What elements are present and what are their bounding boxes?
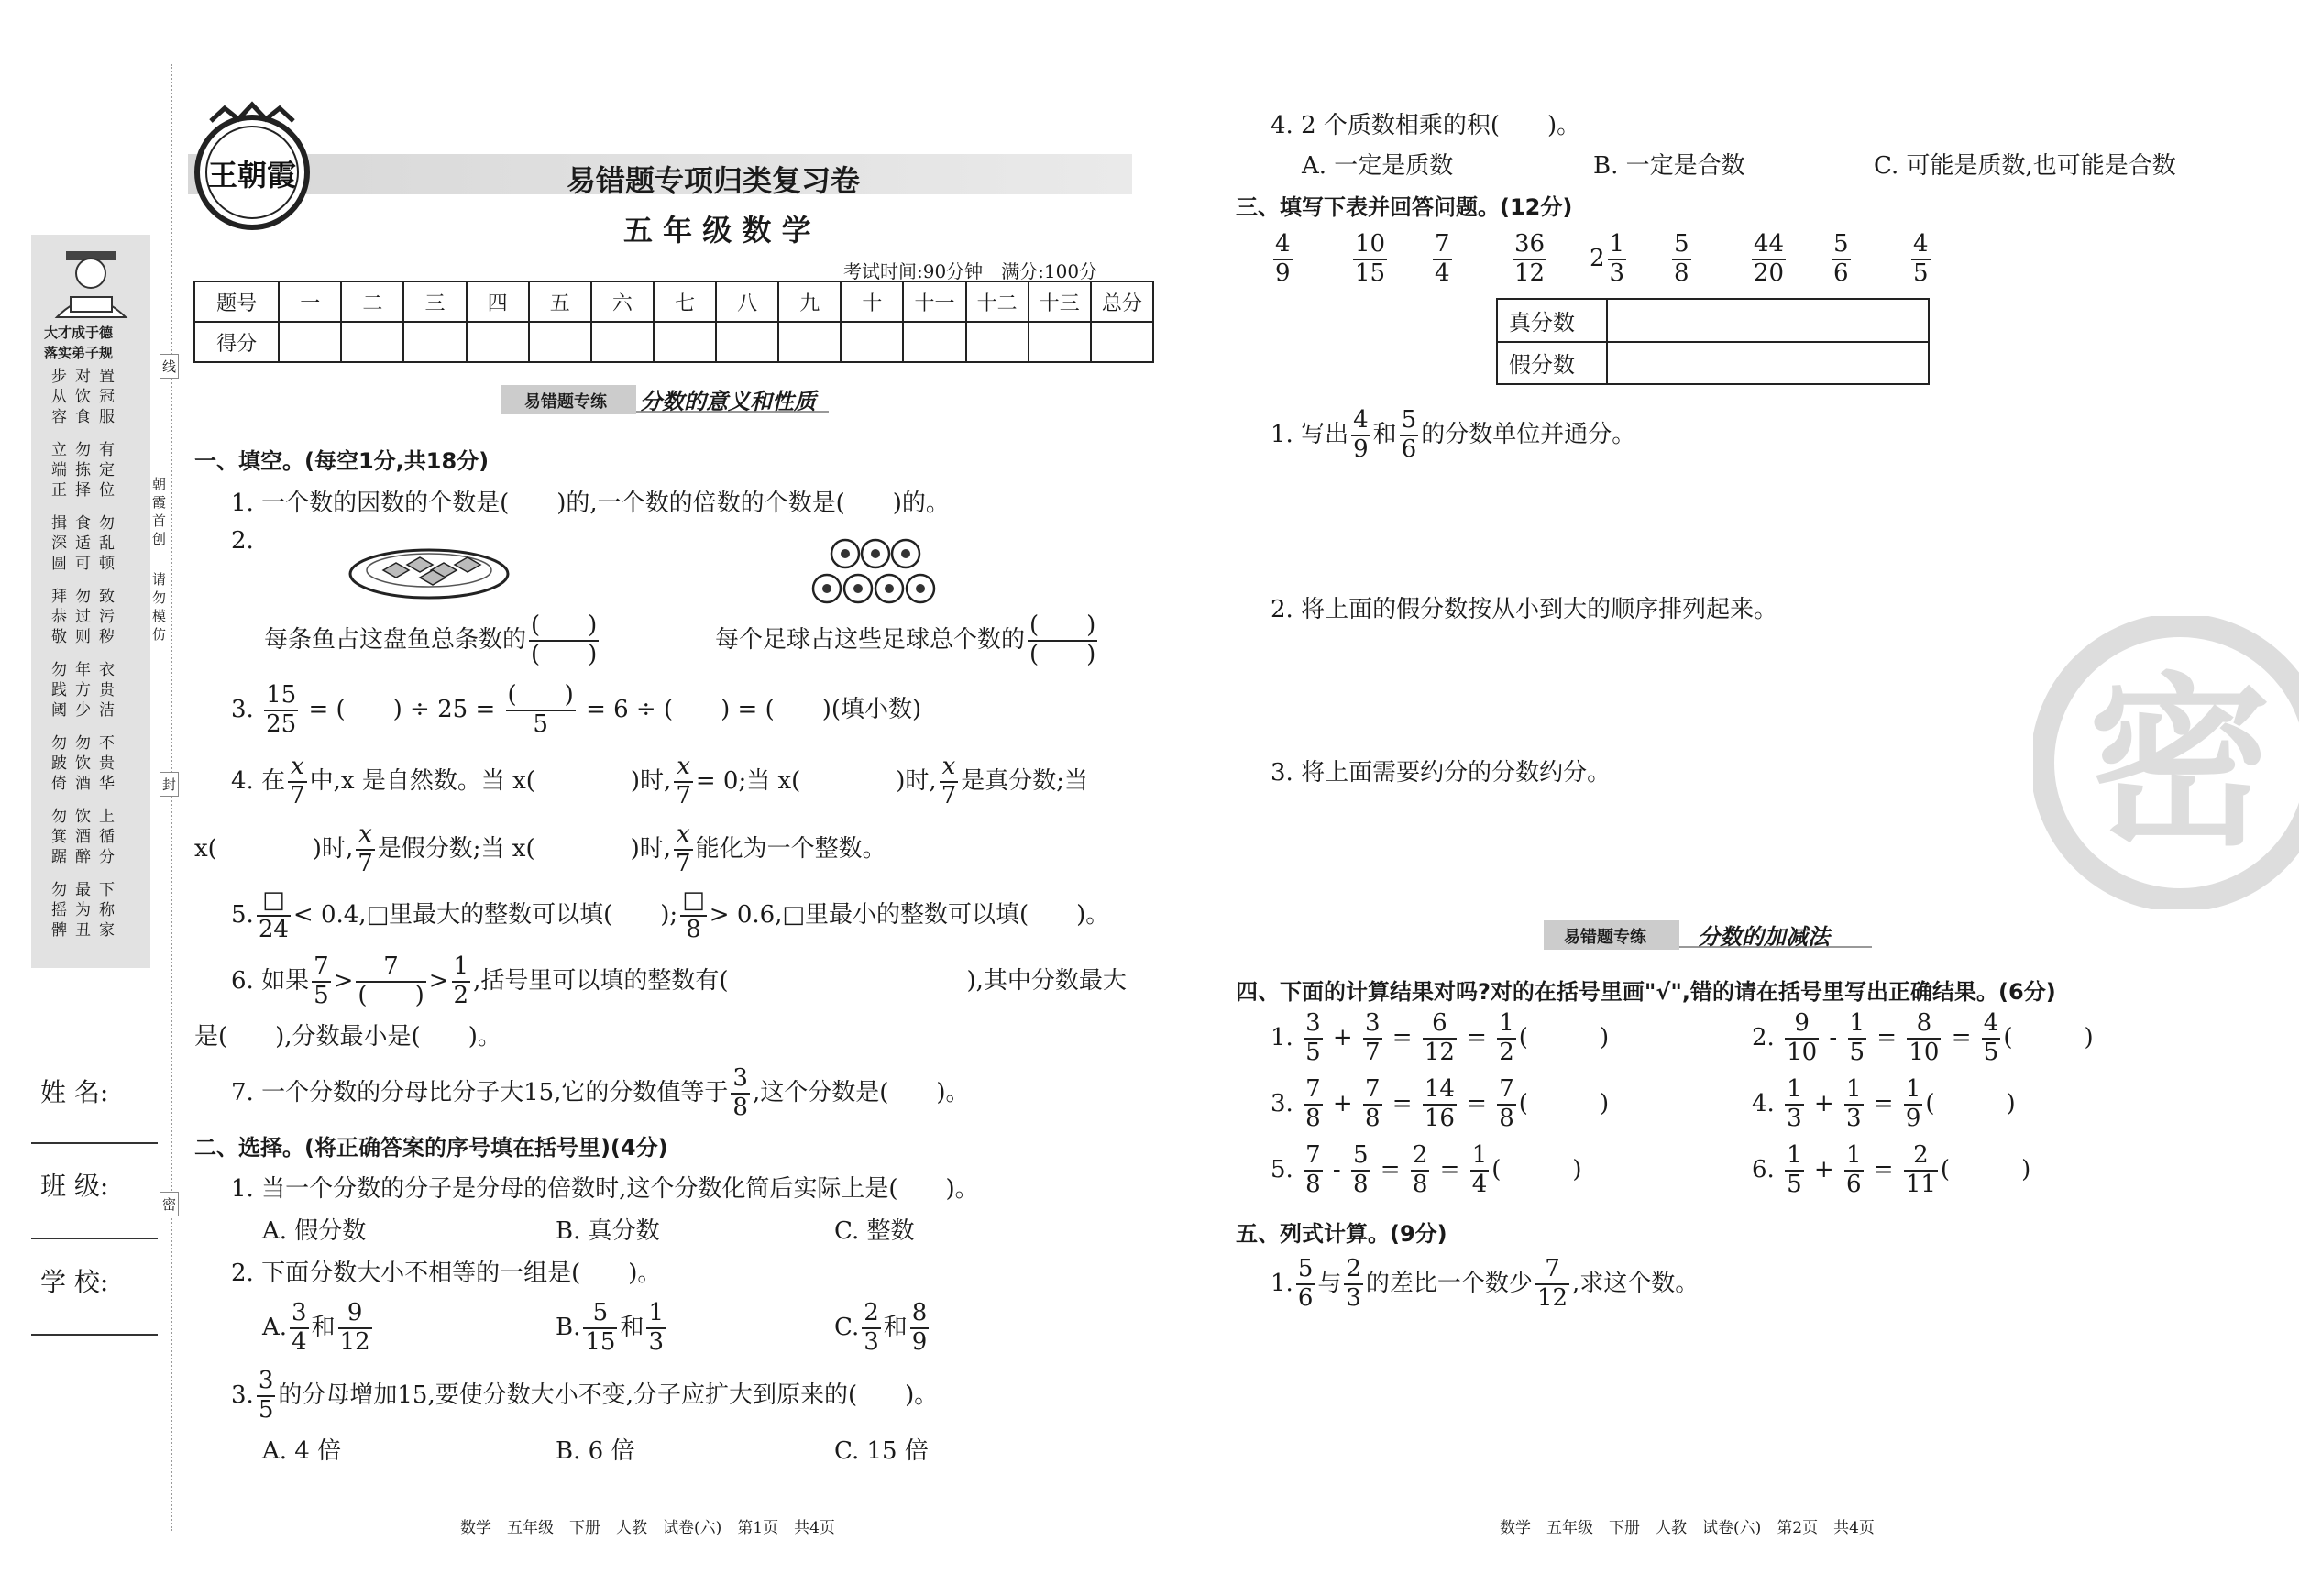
equals: = bbox=[1869, 1023, 1905, 1051]
fraction: $\frac{4}{9}$ bbox=[1275, 230, 1291, 287]
equals: = bbox=[1865, 1155, 1901, 1183]
score-cell[interactable] bbox=[591, 322, 654, 362]
sidebar-verse-text: 揖深圆 bbox=[51, 514, 67, 573]
vertical-note-1: 朝霞首创 bbox=[152, 476, 167, 547]
soccer-balls-icon bbox=[807, 537, 944, 607]
q3-classify-table bbox=[1496, 298, 1930, 385]
question-number-cell: 一 bbox=[279, 281, 341, 322]
sidebar-verse-text: 衣贵洁 bbox=[99, 661, 115, 720]
q1-item6-row2: 是( ),分数最小是( )。 bbox=[194, 1023, 501, 1051]
footer-right: 数学 五年级 下册 人教 试卷(六) 第2页 共4页 bbox=[1500, 1519, 1875, 1537]
binding-line bbox=[171, 64, 172, 1531]
name-field-line[interactable] bbox=[31, 1142, 158, 1144]
operator: + bbox=[1806, 1155, 1842, 1183]
secret-watermark-seal bbox=[2033, 616, 2299, 909]
item-number: 6. bbox=[1752, 1155, 1783, 1183]
q1-item6-row1: 6. 如果 $\frac{7}{5}$ > $\frac{7}{( )}$ > $\frac{1}{2}$ ,括号里可以填的整数有( ),其中分数最大 bbox=[231, 952, 1127, 1009]
school-field-line[interactable] bbox=[31, 1334, 158, 1336]
fraction: $\frac{7}{8}$ bbox=[1305, 1075, 1321, 1132]
section-title-b: 分数的加减法 bbox=[1698, 923, 1830, 950]
sidebar-verse-text: 勿拣择 bbox=[75, 441, 91, 500]
question-number-cell: 三 bbox=[403, 281, 466, 322]
fraction: $\frac{3}{5}$ bbox=[1305, 1009, 1321, 1066]
sidebar-verse-text: 勿饮酒 bbox=[75, 734, 91, 793]
q3-fraction-list bbox=[1271, 231, 1958, 286]
score-cell[interactable] bbox=[654, 322, 716, 362]
q1-item4-row2: x( )时, $\frac{x}{7}$ 是假分数;当 x( )时, $\frac{x}{7}$ 能化为一个整数。 bbox=[194, 820, 886, 877]
equals: = bbox=[1372, 1155, 1408, 1183]
sidebar-verse-text: 勿过则 bbox=[75, 588, 91, 646]
section-title-a: 分数的意义和性质 bbox=[640, 388, 816, 414]
fraction: $\frac{2}{8}$ bbox=[1412, 1141, 1428, 1198]
fraction: $\frac{7}{8}$ bbox=[1499, 1075, 1514, 1132]
q1-item4-row1: 4. 在 $\frac{x}{7}$ 中,x 是自然数。当 x( )时, $\frac{x}{7}$ = 0;当 x( )时, $\frac{x}{7}$ 是真分数;当 bbox=[231, 753, 1089, 809]
q2-item1-opt-c[interactable]: C. 整数 bbox=[834, 1217, 915, 1245]
fraction: $\frac{4}{5}$ bbox=[1983, 1009, 1999, 1066]
score-cell[interactable] bbox=[1029, 322, 1091, 362]
equals: = bbox=[1943, 1023, 1979, 1051]
q2-item4: 4. 2 个质数相乘的积( )。 bbox=[1271, 112, 1581, 139]
fraction: $\frac{1}{5}$ bbox=[1787, 1141, 1802, 1198]
fraction: $\frac{6}{12}$ bbox=[1424, 1009, 1455, 1066]
binding-mark-seal: 封 bbox=[160, 772, 179, 797]
class-field-label: 班 级: bbox=[40, 1171, 109, 1201]
vertical-note-2: 请勿模仿 bbox=[152, 571, 167, 643]
q2-item3-opt-a[interactable]: A. 4 倍 bbox=[262, 1437, 342, 1465]
answer-paren[interactable]: ( ) bbox=[1940, 1155, 2031, 1183]
item-number: 5. bbox=[1271, 1155, 1302, 1183]
fraction: $\frac{7}{8}$ bbox=[1364, 1075, 1381, 1132]
score-label: 得分 bbox=[194, 322, 279, 362]
q4-heading: 四、下面的计算结果对吗?对的在括号里画"√",错的请在括号里写出正确结果。(6分) bbox=[1236, 979, 2056, 1005]
score-table bbox=[193, 281, 1154, 363]
class-field-line[interactable] bbox=[31, 1238, 158, 1239]
question-number-cell: 七 bbox=[654, 281, 716, 322]
q3-fraction-item bbox=[1510, 231, 1549, 288]
q5-heading: 五、列式计算。(9分) bbox=[1236, 1221, 1447, 1247]
operator: + bbox=[1325, 1023, 1360, 1051]
q3-fraction-item bbox=[1430, 231, 1455, 288]
item-number: 3. bbox=[1271, 1089, 1302, 1117]
question-number-cell: 总分 bbox=[1091, 281, 1153, 322]
q2-item4-opt-b[interactable]: B. 一定是合数 bbox=[1593, 152, 1745, 180]
fraction: $\frac{1}{9}$ bbox=[1905, 1075, 1921, 1132]
section-banner-b bbox=[1544, 920, 1885, 952]
question-number-cell: 六 bbox=[591, 281, 654, 322]
sidebar-verse-text: 勿乱顿 bbox=[99, 514, 115, 573]
sidebar-verse-text: 步从容 bbox=[51, 368, 67, 426]
fraction: $\frac{8}{10}$ bbox=[1909, 1009, 1940, 1066]
sidebar-verse-text: 勿摇髀 bbox=[51, 881, 67, 940]
q1-item2a: 每条鱼占这盘鱼总条数的 $\frac{( )}{( )}$ bbox=[264, 611, 598, 668]
question-number-label: 题号 bbox=[194, 281, 279, 322]
score-cell[interactable] bbox=[403, 322, 466, 362]
fraction: $\frac{1}{6}$ bbox=[1845, 1141, 1862, 1198]
q3-sub3: 3. 将上面需要约分的分数约分。 bbox=[1271, 759, 1612, 787]
score-cell[interactable] bbox=[841, 322, 903, 362]
q2-item4-opt-a[interactable]: A. 一定是质数 bbox=[1302, 152, 1454, 180]
proper-fraction-label: 真分数 bbox=[1497, 299, 1607, 342]
exam-subject: 五 年 级 数 学 bbox=[623, 213, 811, 248]
fraction: $\frac{5}{6}$ bbox=[1833, 230, 1849, 287]
fraction: $\frac{5}{8}$ bbox=[1352, 1141, 1369, 1198]
q2-item1-opt-a[interactable]: A. 假分数 bbox=[262, 1217, 367, 1245]
sidebar-verse-text: 勿践阈 bbox=[51, 661, 67, 720]
operator: + bbox=[1806, 1089, 1842, 1117]
answer-paren[interactable]: ( ) bbox=[1518, 1023, 1610, 1051]
q4-item bbox=[1271, 1010, 1609, 1067]
question-number-cell: 十一 bbox=[903, 281, 965, 322]
q2-item2-opt-a[interactable]: A. $\frac{3}{4}$ 和 $\frac{9}{12}$ bbox=[262, 1299, 370, 1356]
scholar-figure-icon bbox=[48, 246, 135, 319]
logo-emblem-icon bbox=[183, 101, 321, 238]
section-badge-b: 易错题专练 bbox=[1564, 928, 1646, 947]
sidebar-verse-text: 最为丑 bbox=[75, 881, 91, 940]
q1-item1: 1. 一个数的因数的个数是( )的,一个数的倍数的个数是( )的。 bbox=[231, 490, 950, 517]
question-number-cell: 九 bbox=[778, 281, 841, 322]
fraction: $\frac{3}{7}$ bbox=[1364, 1009, 1381, 1066]
fraction: $\frac{44}{20}$ bbox=[1754, 230, 1785, 287]
fraction: $\frac{4}{5}$ bbox=[1913, 230, 1929, 287]
sidebar-verse-text: 上循分 bbox=[99, 808, 115, 866]
proper-fraction-cell[interactable] bbox=[1607, 299, 1929, 342]
equals: = bbox=[1865, 1089, 1901, 1117]
fraction: $\frac{7}{4}$ bbox=[1435, 230, 1450, 287]
sidebar-motto-1: 大才成于德 bbox=[44, 325, 114, 341]
question-number-cell: 四 bbox=[467, 281, 529, 322]
q3-fraction-item bbox=[1271, 231, 1295, 288]
answer-paren[interactable]: ( ) bbox=[1491, 1155, 1582, 1183]
equals: = bbox=[1384, 1023, 1420, 1051]
q3-fraction-item bbox=[1749, 231, 1788, 288]
q3-fraction-item bbox=[1829, 231, 1854, 288]
q3-fraction-item bbox=[1350, 231, 1390, 288]
fraction: $\frac{10}{15}$ bbox=[1355, 230, 1386, 287]
equals: = bbox=[1432, 1155, 1468, 1183]
q1-item5: 5. $\frac{□}{24}$ < 0.4,□里最大的整数可以填( ); $\frac{□}{8}$ > 0.6,□里最小的整数可以填( )。 bbox=[231, 886, 1110, 943]
improper-fraction-label: 假分数 bbox=[1497, 342, 1607, 385]
section-banner-a bbox=[501, 385, 842, 416]
item-number: 4. bbox=[1752, 1089, 1783, 1117]
q2-heading: 二、选择。(将正确答案的序号填在括号里)(4分) bbox=[194, 1135, 668, 1161]
binding-mark-secret: 密 bbox=[160, 1192, 179, 1216]
sidebar-verse-text: 有定位 bbox=[99, 441, 115, 500]
q1-item2-label: 2. bbox=[231, 527, 254, 555]
sidebar-verse-text: 立端正 bbox=[51, 441, 67, 500]
mixed-whole: 2 bbox=[1590, 244, 1605, 272]
exam-title: 易错题专项归类复习卷 bbox=[567, 163, 861, 198]
score-cell[interactable] bbox=[778, 322, 841, 362]
fraction: $\frac{1}{5}$ bbox=[1849, 1009, 1865, 1066]
fraction: $\frac{9}{10}$ bbox=[1787, 1009, 1818, 1066]
score-cell[interactable] bbox=[279, 322, 341, 362]
fraction: $\frac{1}{3}$ bbox=[1787, 1075, 1802, 1132]
q1-item7: 7. 一个分数的分母比分子大15,它的分数值等于 $\frac{3}{8}$ ,这个分数是( )。 bbox=[231, 1064, 970, 1121]
q2-item1: 1. 当一个分数的分子是分母的倍数时,这个分数化简后实际上是( )。 bbox=[231, 1175, 979, 1203]
sidebar-verse-text: 勿跛倚 bbox=[51, 734, 67, 793]
q3-sub1: 1. 写出 $\frac{4}{9}$ 和 $\frac{5}{6}$ 的分数单位并通分。 bbox=[1271, 406, 1636, 463]
item-number: 2. bbox=[1752, 1023, 1783, 1051]
operator: + bbox=[1325, 1089, 1360, 1117]
sidebar-verse-text: 拜恭敬 bbox=[51, 588, 67, 646]
score-cell[interactable] bbox=[903, 322, 965, 362]
equals: = bbox=[1458, 1089, 1495, 1117]
q2-item4-opt-c[interactable]: C. 可能是质数,也可能是合数 bbox=[1874, 152, 2176, 180]
q4-item bbox=[1752, 1076, 2016, 1133]
q4-item bbox=[1271, 1076, 1609, 1133]
fraction: $\frac{1}{4}$ bbox=[1471, 1141, 1488, 1198]
sidebar-verse-text: 勿箕踞 bbox=[51, 808, 67, 866]
equals: = bbox=[1384, 1089, 1420, 1117]
equals: = bbox=[1458, 1023, 1495, 1051]
score-cell[interactable] bbox=[529, 322, 591, 362]
q2-item3-opt-c[interactable]: C. 15 倍 bbox=[834, 1437, 929, 1465]
q3-fraction-item bbox=[1669, 231, 1694, 288]
q1-item2b: 每个足球占这些足球总个数的 $\frac{( )}{( )}$ bbox=[715, 611, 1096, 668]
sidebar-verse-text: 对饮食 bbox=[75, 368, 91, 426]
q4-item bbox=[1752, 1010, 2094, 1067]
item-number: 1. bbox=[1271, 1023, 1302, 1051]
q2-item2: 2. 下面分数大小不相等的一组是( )。 bbox=[231, 1260, 662, 1287]
q4-items bbox=[1271, 1010, 2233, 1212]
footer-left: 数学 五年级 下册 人教 试卷(六) 第1页 共4页 bbox=[460, 1519, 835, 1537]
sidebar-verse-text: 年方少 bbox=[75, 661, 91, 720]
sidebar-verse-text: 置冠服 bbox=[99, 368, 115, 426]
fraction: $\frac{7}{8}$ bbox=[1305, 1141, 1321, 1198]
sidebar-verse-text: 致污秽 bbox=[99, 588, 115, 646]
question-number-cell: 十 bbox=[841, 281, 903, 322]
fraction: $\frac{1}{3}$ bbox=[1845, 1075, 1862, 1132]
q3-fraction-item bbox=[1590, 231, 1629, 288]
answer-paren[interactable]: ( ) bbox=[2003, 1023, 2094, 1051]
q2-item1-opt-b[interactable]: B. 真分数 bbox=[556, 1217, 660, 1245]
question-number-cell: 十三 bbox=[1029, 281, 1091, 322]
exam-info: 考试时间:90分钟 满分:100分 bbox=[843, 260, 1098, 282]
fraction: $\frac{5}{8}$ bbox=[1674, 230, 1689, 287]
school-field-label: 学 校: bbox=[40, 1267, 109, 1297]
svg-text:密: 密 bbox=[2087, 657, 2272, 871]
fish-plate-icon bbox=[347, 541, 512, 600]
fraction: $\frac{14}{16}$ bbox=[1424, 1075, 1455, 1132]
section-badge-a: 易错题专练 bbox=[524, 392, 607, 412]
q2-item3: 3. $\frac{3}{5}$ 的分母增加15,要使分数大小不变,分子应扩大到原来的( )。 bbox=[231, 1367, 939, 1424]
score-cell[interactable] bbox=[966, 322, 1029, 362]
answer-paren[interactable]: ( ) bbox=[1518, 1089, 1610, 1117]
sidebar-motto-2: 落实弟子规 bbox=[44, 345, 114, 361]
sidebar-verse-grid bbox=[51, 367, 143, 953]
score-cell[interactable] bbox=[467, 322, 529, 362]
answer-paren[interactable]: ( ) bbox=[1925, 1089, 2016, 1117]
q1-heading: 一、填空。(每空1分,共18分) bbox=[194, 448, 490, 474]
score-cell[interactable] bbox=[341, 322, 403, 362]
question-number-cell: 五 bbox=[529, 281, 591, 322]
q5-item1: 1. $\frac{5}{6}$ 与 $\frac{2}{3}$ 的差比一个数少 $\frac{7}{12}$ ,求这个数。 bbox=[1271, 1255, 1700, 1312]
q4-item bbox=[1271, 1142, 1582, 1199]
q2-item2-opt-b[interactable]: B. $\frac{5}{15}$ 和 $\frac{1}{3}$ bbox=[556, 1299, 665, 1356]
fraction: $\frac{1}{3}$ bbox=[1609, 230, 1625, 287]
sidebar-verse-text: 不贵华 bbox=[99, 734, 115, 793]
operator: - bbox=[1821, 1023, 1845, 1051]
sidebar-verse-text: 饮酒醉 bbox=[75, 808, 91, 866]
score-cell[interactable] bbox=[1091, 322, 1153, 362]
score-cell[interactable] bbox=[716, 322, 778, 362]
fraction: $\frac{2}{11}$ bbox=[1905, 1141, 1936, 1198]
question-number-cell: 十二 bbox=[966, 281, 1029, 322]
improper-fraction-cell[interactable] bbox=[1607, 342, 1929, 385]
fraction: $\frac{36}{12}$ bbox=[1514, 230, 1546, 287]
name-field-label: 姓 名: bbox=[40, 1077, 109, 1107]
q2-item3-opt-b[interactable]: B. 6 倍 bbox=[556, 1437, 635, 1465]
q3-fraction-item bbox=[1909, 231, 1933, 288]
q4-item bbox=[1752, 1142, 2030, 1199]
q3-sub2: 2. 将上面的假分数按从小到大的顺序排列起来。 bbox=[1271, 596, 1778, 623]
fraction: $\frac{1}{2}$ bbox=[1499, 1009, 1514, 1066]
q1-item3: 3. $\frac{15}{25}$ = ( ) ÷ 25 = $\frac{( )}{5}$ = 6 ÷ ( ) = ( )(填小数) bbox=[231, 681, 922, 738]
svg-text:王朝霞: 王朝霞 bbox=[207, 158, 297, 193]
question-number-cell: 二 bbox=[341, 281, 403, 322]
sidebar-verse-text: 下称家 bbox=[99, 881, 115, 940]
operator: - bbox=[1325, 1155, 1348, 1183]
question-number-cell: 八 bbox=[716, 281, 778, 322]
sidebar-verse-text: 食适可 bbox=[75, 514, 91, 573]
q3-heading: 三、填写下表并回答问题。(12分) bbox=[1236, 194, 1573, 220]
q2-item2-opt-c[interactable]: C. $\frac{2}{3}$ 和 $\frac{8}{9}$ bbox=[834, 1299, 928, 1356]
binding-mark-line: 线 bbox=[160, 354, 179, 379]
